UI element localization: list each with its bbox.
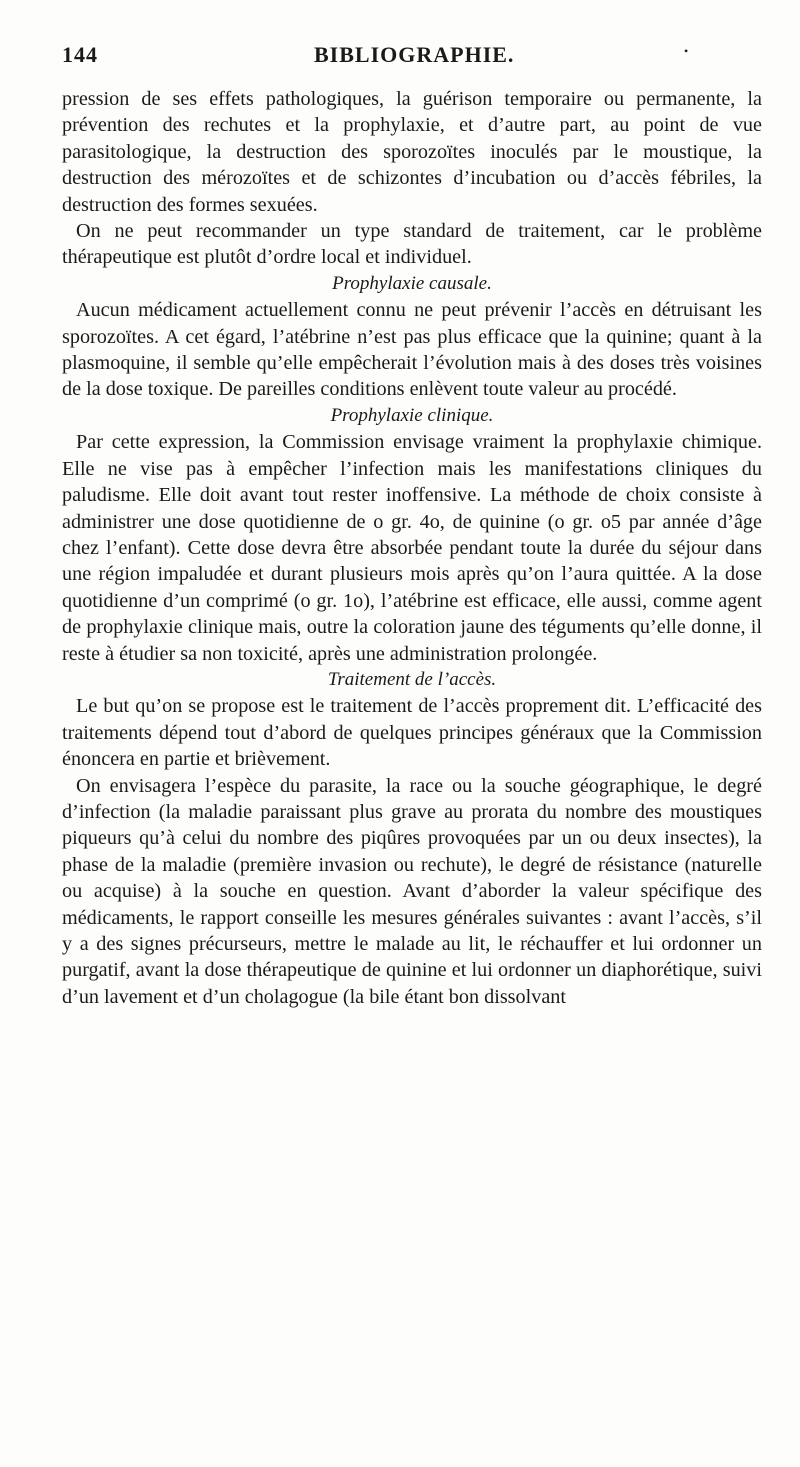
paragraph-treatment-standard: On ne peut recommander un type standard de traitement, car le problème thérapeutique est plutôt d’ordre local et individuel. [62, 220, 762, 269]
page-header [62, 42, 760, 72]
page-number: 144 [62, 42, 98, 67]
section-heading-prophylaxie-causale: Prophylaxie causale. [332, 272, 492, 294]
body-text [62, 86, 762, 1010]
running-title: BIBLIOGRAPHIE. [314, 42, 515, 67]
print-mark: • [684, 44, 689, 58]
section-heading-traitement-acces: Traitement de l’accès. [327, 668, 497, 690]
paragraph-continued: pression de ses effets pathologiques, la guérison temporaire ou permanente, la prévention des rechutes et la prophylaxie, et d’autre part, au point de vue parasitologique, la destruction des sporozoïtes inoculés par le moustique, la destruction des mérozoïtes et de schizontes d’incubation ou d’accès fébriles, la destruction des formes sexuées. [62, 88, 762, 216]
paragraph-prophylaxie-causale: Aucun médicament actuellement connu ne peut prévenir l’accès en détruisant les sporozoïtes. A cet égard, l’atébrine n’est pas plus efficace que la quinine; quant à la plasmoquine, il semble qu’elle empêcherait l’évolution mais à des doses très voisines de la dose toxique. De pareilles conditions enlèvent toute valeur au procédé. [62, 299, 762, 401]
section-heading-prophylaxie-clinique: Prophylaxie clinique. [330, 404, 494, 426]
paragraph-traitement-mesures: On envisagera l’espèce du parasite, la race ou la souche géographique, le degré d’infection (la maladie paraissant plus grave au prorata du nombre des moustiques piqueurs qu’à celui du nombre des piqûres provoquées par un ou deux insectes), la phase de la maladie (première invasion ou rechute), le degré de résistance (naturelle ou acquise) à la souche en question. Avant d’aborder la valeur spécifique des médicaments, le rapport conseille les mesures générales suivantes : avant l’accès, s’il y a des signes précurseurs, mettre le malade au lit, le réchauffer et lui ordonner un purgatif, avant la dose thérapeutique de quinine et lui ordonner un diaphorétique, suivi d’un lavement et d’un cholagogue (la bile étant bon dissolvant [62, 774, 762, 1008]
paragraph-traitement-but: Le but qu’on se propose est le traitement de l’accès proprement dit. L’efficacité des traitements dépend tout d’abord de quelques principes généraux que la Commission énoncera en partie et brièvement. [62, 695, 762, 771]
paragraph-prophylaxie-clinique: Par cette expression, la Commission envisage vraiment la prophylaxie chimique. Elle ne vise pas à empêcher l’infection mais les manifestations cliniques du paludisme. Elle doit avant tout rester inoffensive. La méthode de choix consiste à administrer une dose quotidienne de o gr. 4o, de quinine (o gr. o5 par année d’âge chez l’enfant). Cette dose devra être absorbée pendant toute la durée du séjour dans une région impaludée et durant plusieurs mois après qu’on l’aura quittée. A la dose quotidienne d’un comprimé (o gr. 1o), l’atébrine est efficace, elle aussi, comme agent de prophylaxie clinique mais, outre la coloration jaune des téguments qu’elle donne, il reste à étudier sa non toxicité, après une administration prolongée. [62, 431, 762, 665]
